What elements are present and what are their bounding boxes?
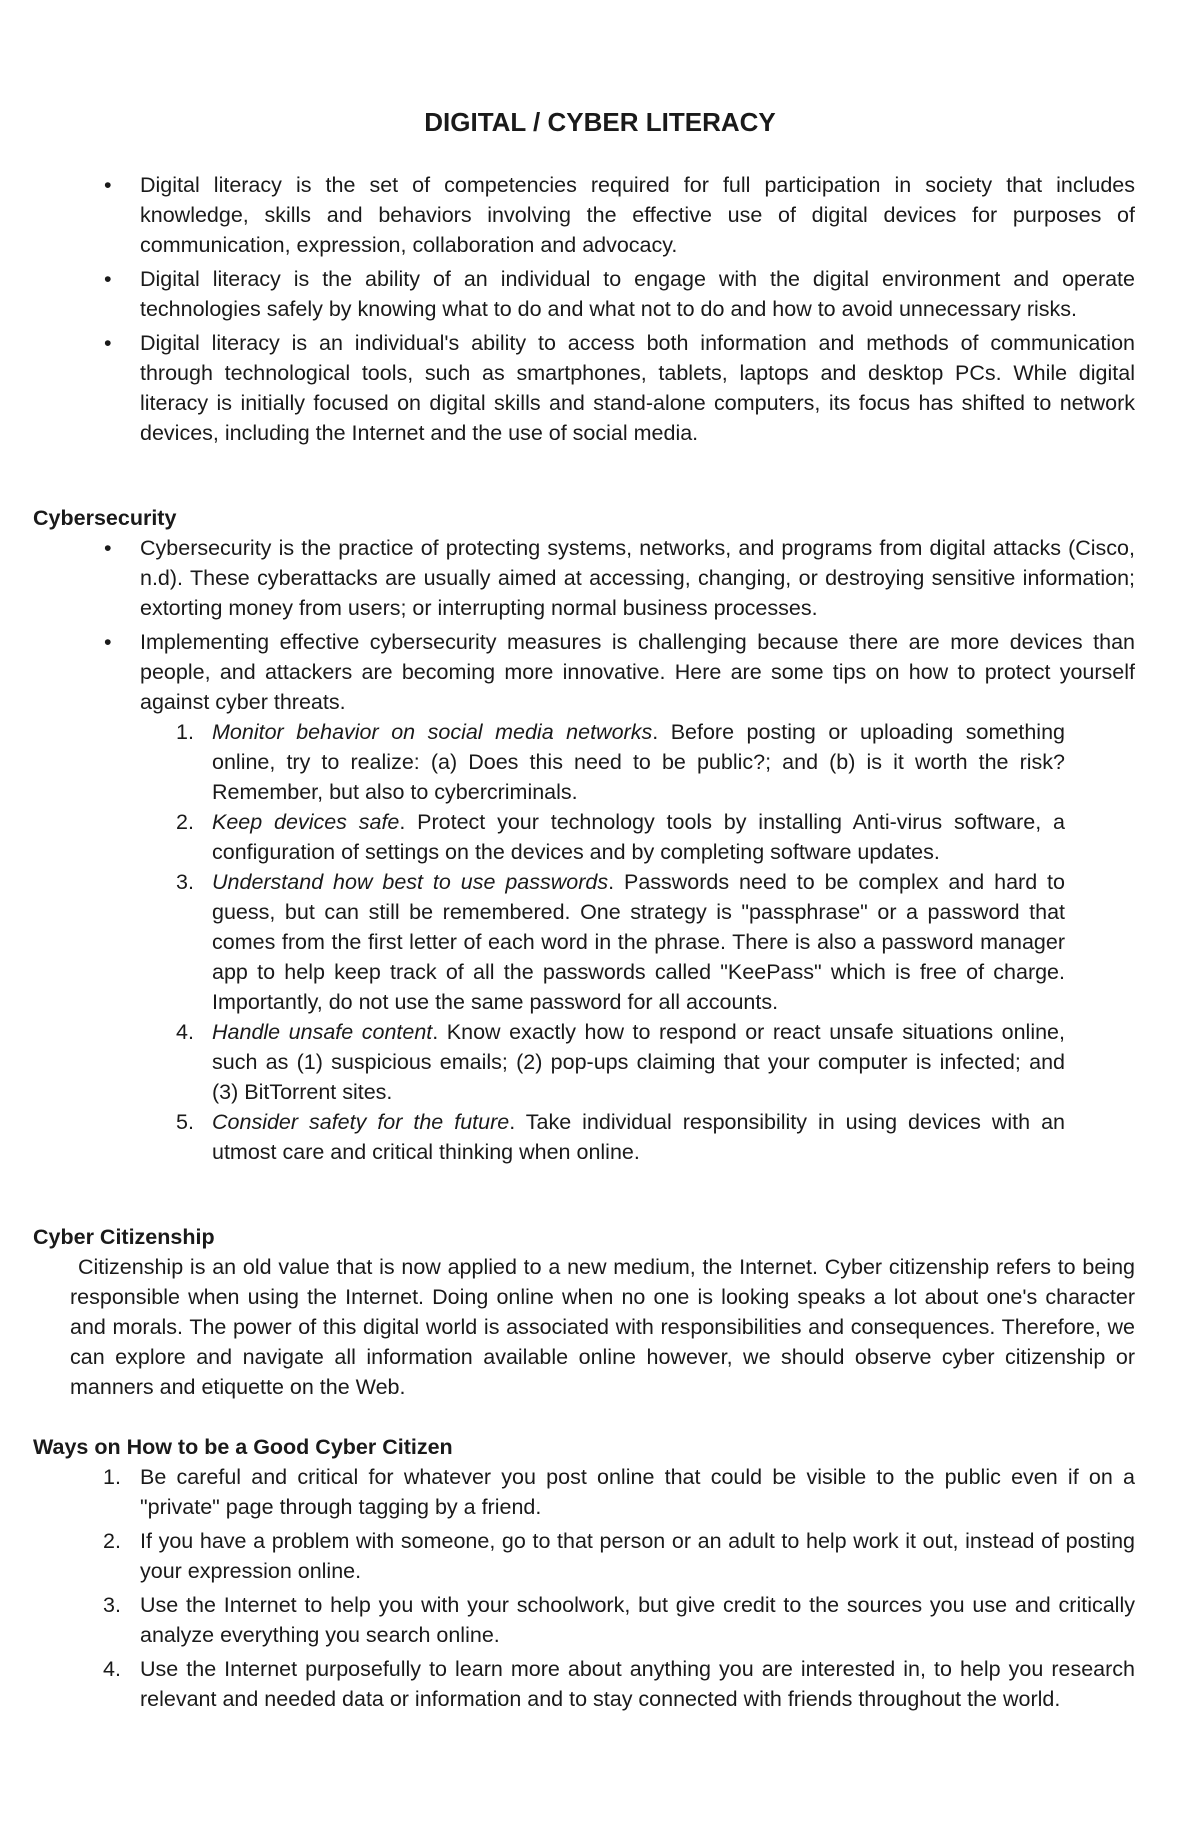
tip-text: Protect your technology tools by installing Anti-virus software, a configuration of settings on the devices and by completing software updates. bbox=[212, 810, 1065, 864]
cybersecurity-heading: Cybersecurity bbox=[33, 506, 177, 530]
good-cyber-citizen-list bbox=[0, 1462, 1135, 1714]
tip-separator: . bbox=[509, 1110, 516, 1134]
item-number: 2. bbox=[103, 1529, 121, 1553]
cybersecurity-bullet-list bbox=[0, 533, 1135, 1167]
tip-text: Know exactly how to respond or react unsafe situations online, such as (1) suspicious emails; (2) pop-ups claiming that your computer is infected; and (3) BitTorrent sites. bbox=[212, 1020, 1065, 1104]
list-item-text: • Implementing effective cybersecurity measures is challenging because there are more devices than people, and attackers are becoming more innovative. Here are some tips on how to protect yourself against cyber threats. bbox=[140, 630, 1135, 714]
tip-number: 5. bbox=[176, 1110, 194, 1134]
cyber-citizenship-heading: Cyber Citizenship bbox=[33, 1225, 215, 1249]
item-number: 3. bbox=[103, 1593, 121, 1617]
tip-item bbox=[140, 1017, 1065, 1107]
list-item bbox=[0, 627, 1135, 1167]
good-cyber-citizen-heading: Ways on How to be a Good Cyber Citizen bbox=[33, 1435, 453, 1459]
tip-item bbox=[140, 807, 1065, 867]
item-text: If you have a problem with someone, go to that person or an adult to help work it out, instead of posting your expression online. bbox=[140, 1529, 1135, 1583]
tip-title: Understand how best to use passwords bbox=[212, 870, 609, 894]
list-item bbox=[0, 1590, 1135, 1650]
list-item: • Digital literacy is the set of competencies required for full participation in society that includes knowledge, skills and behaviors involving the effective use of digital devices for purposes of communication, expression, collaboration and advocacy. bbox=[0, 170, 1135, 260]
intro-bullet-list bbox=[0, 170, 1135, 448]
tip-text: Before posting or uploading something online, try to realize: (a) Does this need to be public?; and (b) is it worth the risk? Remember, but also to cybercriminals. bbox=[212, 720, 1065, 804]
tip-text: Take individual responsibility in using devices with an utmost care and critical thinking when online. bbox=[212, 1110, 1065, 1164]
list-item bbox=[0, 1654, 1135, 1714]
item-text: Use the Internet purposefully to learn more about anything you are interested in, to help you research relevant and needed data or information and to stay connected with friends throughout the world. bbox=[140, 1657, 1135, 1711]
item-text: Be careful and critical for whatever you post online that could be visible to the public even if on a "private" page through tagging by a friend. bbox=[140, 1465, 1135, 1519]
tips-list bbox=[140, 717, 1065, 1167]
list-item bbox=[0, 1526, 1135, 1586]
tip-separator: . bbox=[652, 720, 659, 744]
tip-title: Monitor behavior on social media networks bbox=[212, 720, 653, 744]
cyber-citizenship-paragraph bbox=[70, 1252, 1135, 1402]
tip-separator: . bbox=[432, 1020, 439, 1044]
list-item: • Cybersecurity is the practice of protecting systems, networks, and programs from digital attacks (Cisco, n.d). These cyberattacks are usually aimed at accessing, changing, or destroying sensitive information; extorting money from users; or interrupting normal business processes. bbox=[0, 533, 1135, 623]
paragraph-text: Citizenship is an old value that is now applied to a new medium, the Internet. Cyber citizenship refers to being responsible when using the Internet. Doing online when no one is looking speaks a lot about one's character and morals. The power of this digital world is associated with responsibilities and consequences. Therefore, we can explore and navigate all information available online however, we should observe cyber citizenship or manners and etiquette on the Web. bbox=[70, 1255, 1135, 1399]
item-number: 4. bbox=[103, 1657, 121, 1681]
item-number: 1. bbox=[103, 1465, 121, 1489]
tip-title: Consider safety for the future bbox=[212, 1110, 510, 1134]
list-item: • Digital literacy is an individual's ability to access both information and methods of communication through technological tools, such as smartphones, tablets, laptops and desktop PCs. While digital literacy is initially focused on digital skills and stand-alone computers, its focus has shifted to network devices, including the Internet and the use of social media. bbox=[0, 328, 1135, 448]
list-item bbox=[0, 1462, 1135, 1522]
tip-separator: . bbox=[608, 870, 615, 894]
tip-number: 2. bbox=[176, 810, 194, 834]
item-text: Use the Internet to help you with your schoolwork, but give credit to the sources you use and critically analyze everything you search online. bbox=[140, 1593, 1135, 1647]
tip-title: Handle unsafe content bbox=[212, 1020, 433, 1044]
tip-number: 4. bbox=[176, 1020, 194, 1044]
page-title: DIGITAL / CYBER LITERACY bbox=[424, 107, 776, 137]
tip-number: 1. bbox=[176, 720, 194, 744]
tip-item bbox=[140, 717, 1065, 807]
tip-item bbox=[140, 867, 1065, 1017]
tip-title: Keep devices safe bbox=[212, 810, 400, 834]
tip-item bbox=[140, 1107, 1065, 1167]
tip-number: 3. bbox=[176, 870, 194, 894]
tip-text: Passwords need to be complex and hard to guess, but can still be remembered. One strategy is "passphrase" or a password that comes from the first letter of each word in the phrase. There is also a password manager app to help keep track of all the passwords called "KeePass" which is free of charge. Importantly, do not use the same password for all accounts. bbox=[212, 870, 1065, 1014]
list-item: • Digital literacy is the ability of an individual to engage with the digital environment and operate technologies safely by knowing what to do and what not to do and how to avoid unnecessary risks. bbox=[0, 264, 1135, 324]
tip-separator: . bbox=[399, 810, 406, 834]
